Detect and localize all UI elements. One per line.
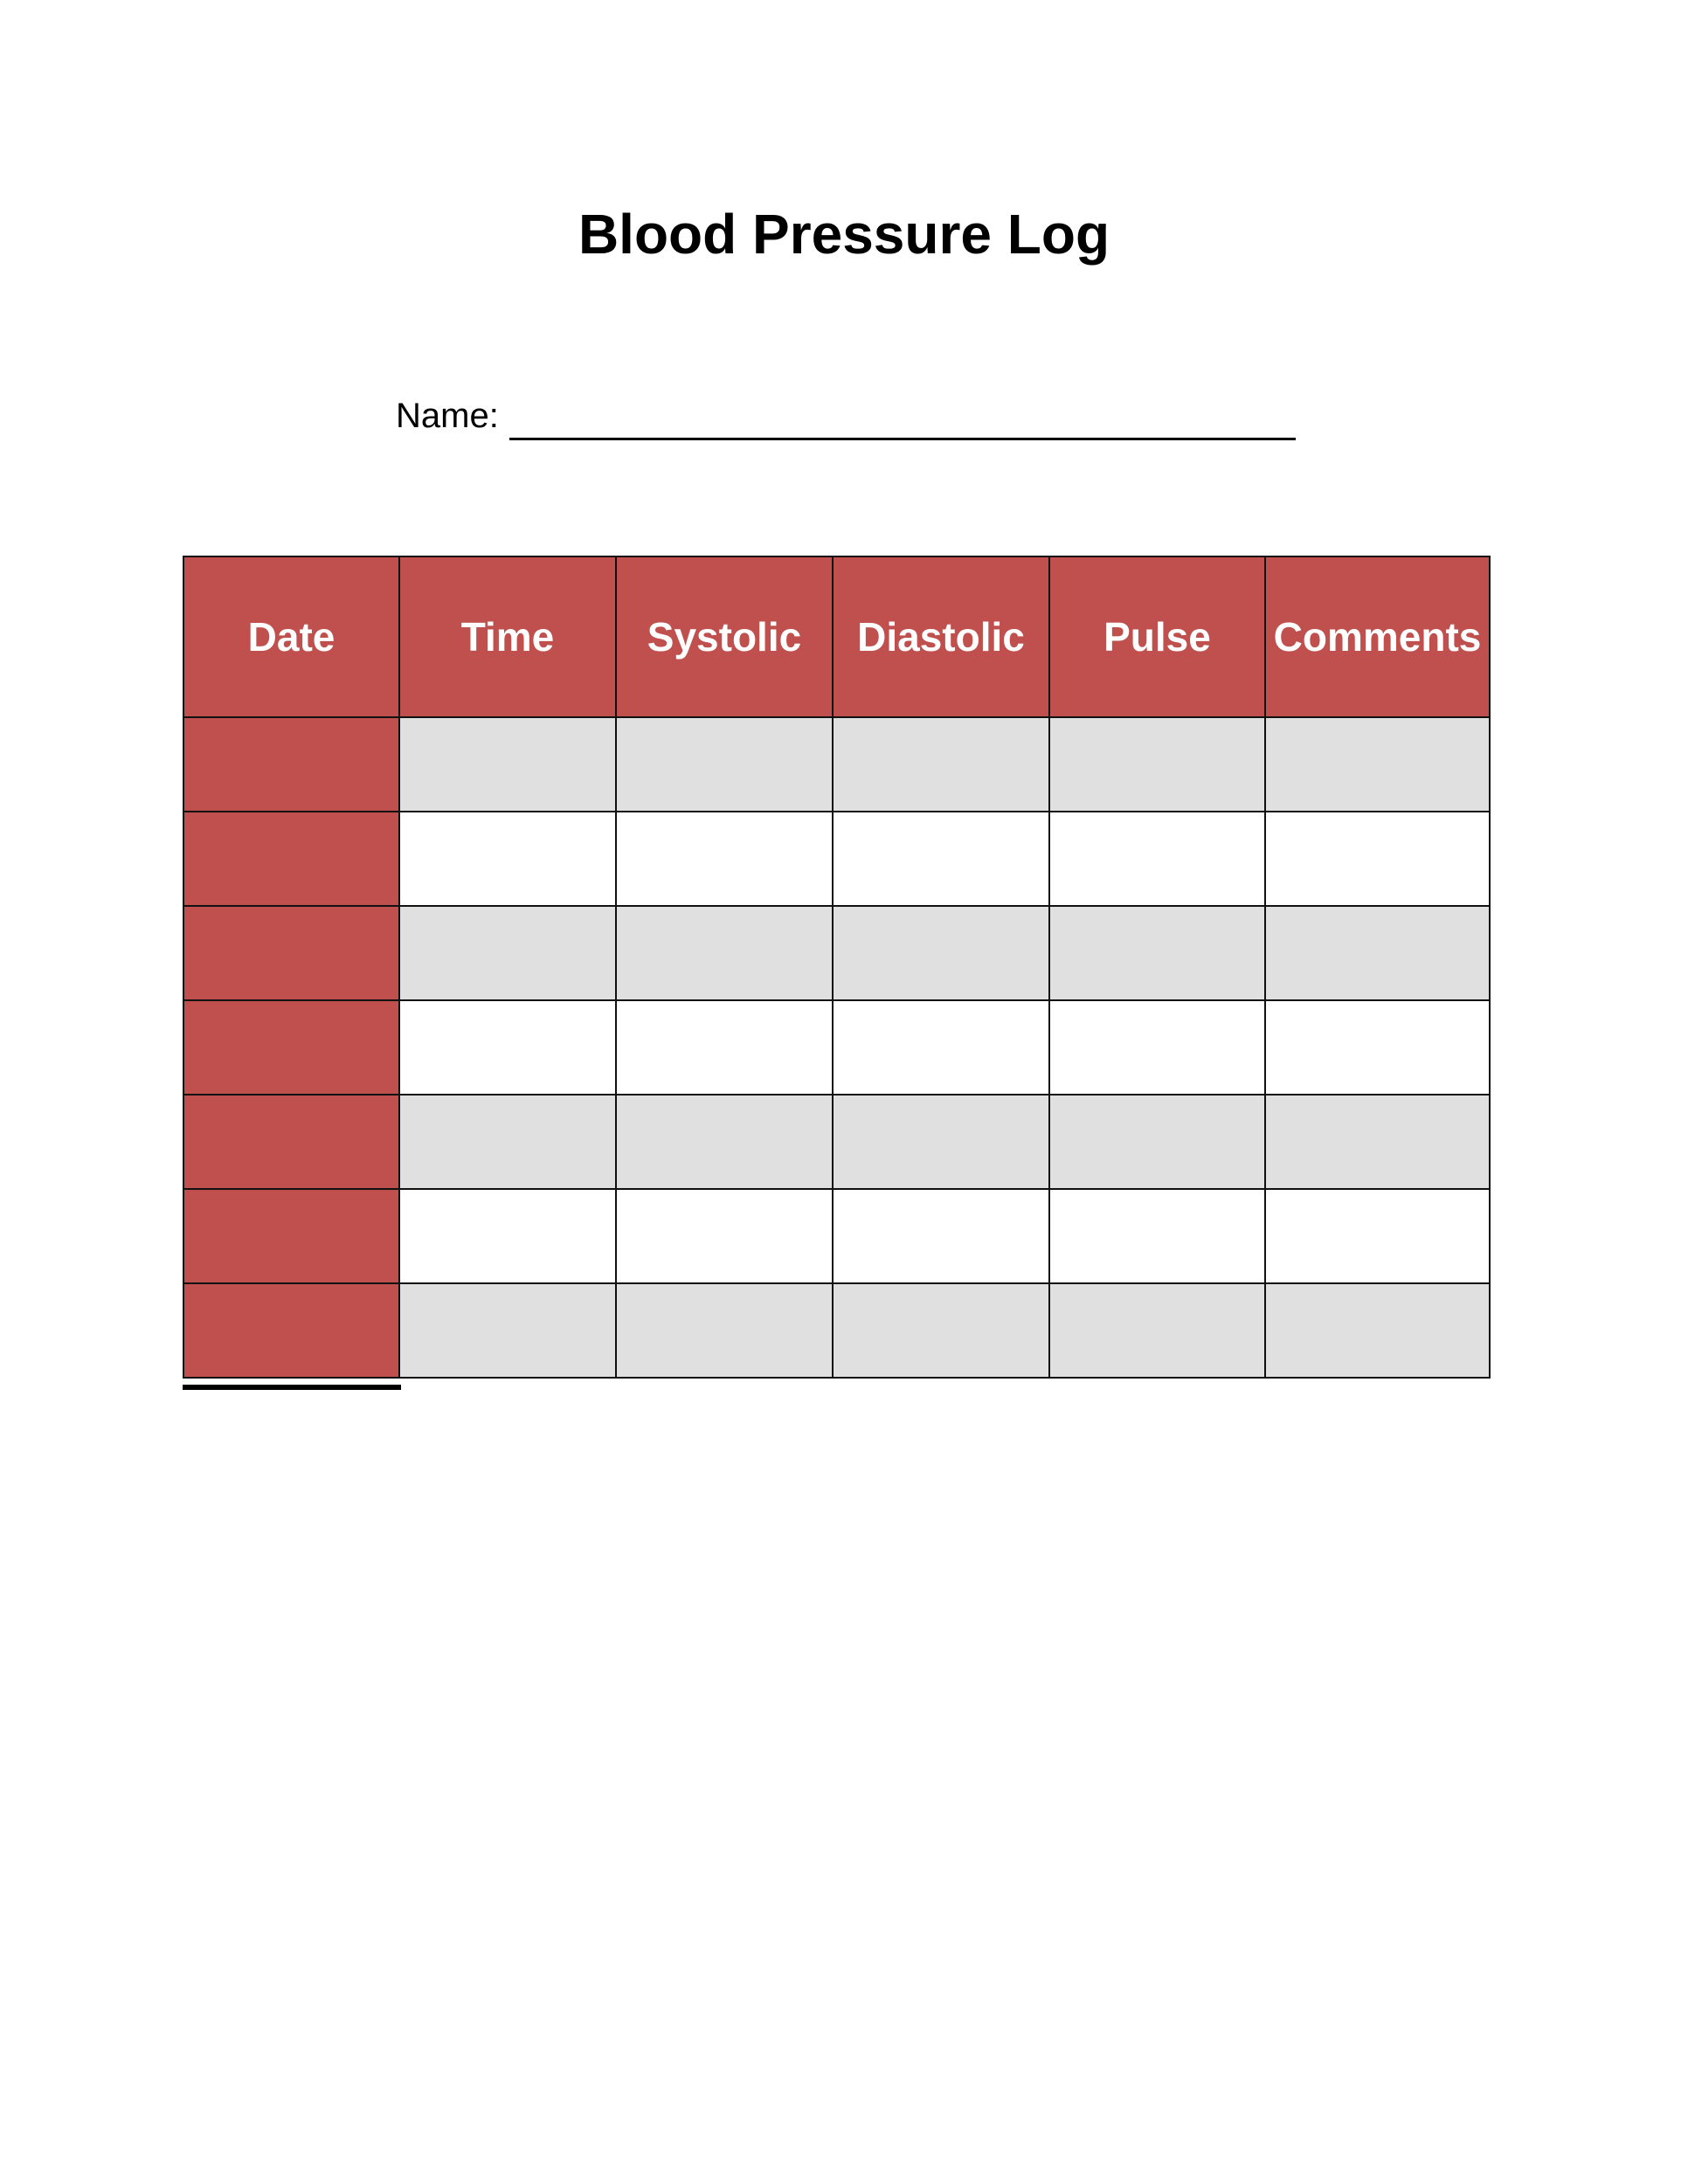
cell-date[interactable] (183, 906, 399, 1000)
cell-comments[interactable] (1265, 1000, 1490, 1095)
cell-diastolic[interactable] (833, 1189, 1049, 1283)
table-row (183, 812, 1490, 906)
column-header-systolic: Systolic (616, 556, 833, 717)
column-header-date: Date (183, 556, 399, 717)
cell-systolic[interactable] (616, 1095, 833, 1189)
name-input-line[interactable] (509, 396, 1296, 440)
cell-systolic[interactable] (616, 717, 833, 812)
column-header-diastolic: Diastolic (833, 556, 1049, 717)
cell-comments[interactable] (1265, 1095, 1490, 1189)
cell-time[interactable] (399, 1189, 616, 1283)
column-header-time: Time (399, 556, 616, 717)
table-row (183, 1000, 1490, 1095)
table-row (183, 717, 1490, 812)
table-row (183, 1283, 1490, 1378)
cell-date[interactable] (183, 812, 399, 906)
cell-pulse[interactable] (1049, 1095, 1265, 1189)
name-label: Name: (396, 397, 499, 435)
table-row (183, 1095, 1490, 1189)
cell-systolic[interactable] (616, 906, 833, 1000)
cell-diastolic[interactable] (833, 812, 1049, 906)
cell-time[interactable] (399, 1095, 616, 1189)
cell-systolic[interactable] (616, 1000, 833, 1095)
cell-date[interactable] (183, 1095, 399, 1189)
cell-diastolic[interactable] (833, 906, 1049, 1000)
cell-pulse[interactable] (1049, 906, 1265, 1000)
column-header-pulse: Pulse (1049, 556, 1265, 717)
cell-date[interactable] (183, 1000, 399, 1095)
cell-comments[interactable] (1265, 717, 1490, 812)
cell-diastolic[interactable] (833, 1000, 1049, 1095)
cell-date[interactable] (183, 1283, 399, 1378)
table-header-row (183, 556, 1490, 717)
cell-comments[interactable] (1265, 1189, 1490, 1283)
cell-time[interactable] (399, 1000, 616, 1095)
cell-systolic[interactable] (616, 812, 833, 906)
table-row (183, 906, 1490, 1000)
cell-pulse[interactable] (1049, 812, 1265, 906)
cell-systolic[interactable] (616, 1283, 833, 1378)
cell-time[interactable] (399, 812, 616, 906)
cell-date[interactable] (183, 1189, 399, 1283)
blood-pressure-log-table (183, 556, 1491, 1379)
cell-date[interactable] (183, 717, 399, 812)
table-row (183, 1189, 1490, 1283)
date-column-bottom-rule (183, 1385, 401, 1390)
cell-comments[interactable] (1265, 906, 1490, 1000)
cell-comments[interactable] (1265, 812, 1490, 906)
cell-diastolic[interactable] (833, 717, 1049, 812)
cell-pulse[interactable] (1049, 1189, 1265, 1283)
name-field-row (396, 391, 1296, 440)
cell-pulse[interactable] (1049, 1283, 1265, 1378)
page-title: Blood Pressure Log (578, 203, 1110, 266)
cell-pulse[interactable] (1049, 717, 1265, 812)
column-header-comments: Comments (1265, 556, 1490, 717)
cell-time[interactable] (399, 717, 616, 812)
cell-time[interactable] (399, 906, 616, 1000)
cell-diastolic[interactable] (833, 1095, 1049, 1189)
cell-time[interactable] (399, 1283, 616, 1378)
cell-systolic[interactable] (616, 1189, 833, 1283)
cell-pulse[interactable] (1049, 1000, 1265, 1095)
cell-comments[interactable] (1265, 1283, 1490, 1378)
cell-diastolic[interactable] (833, 1283, 1049, 1378)
